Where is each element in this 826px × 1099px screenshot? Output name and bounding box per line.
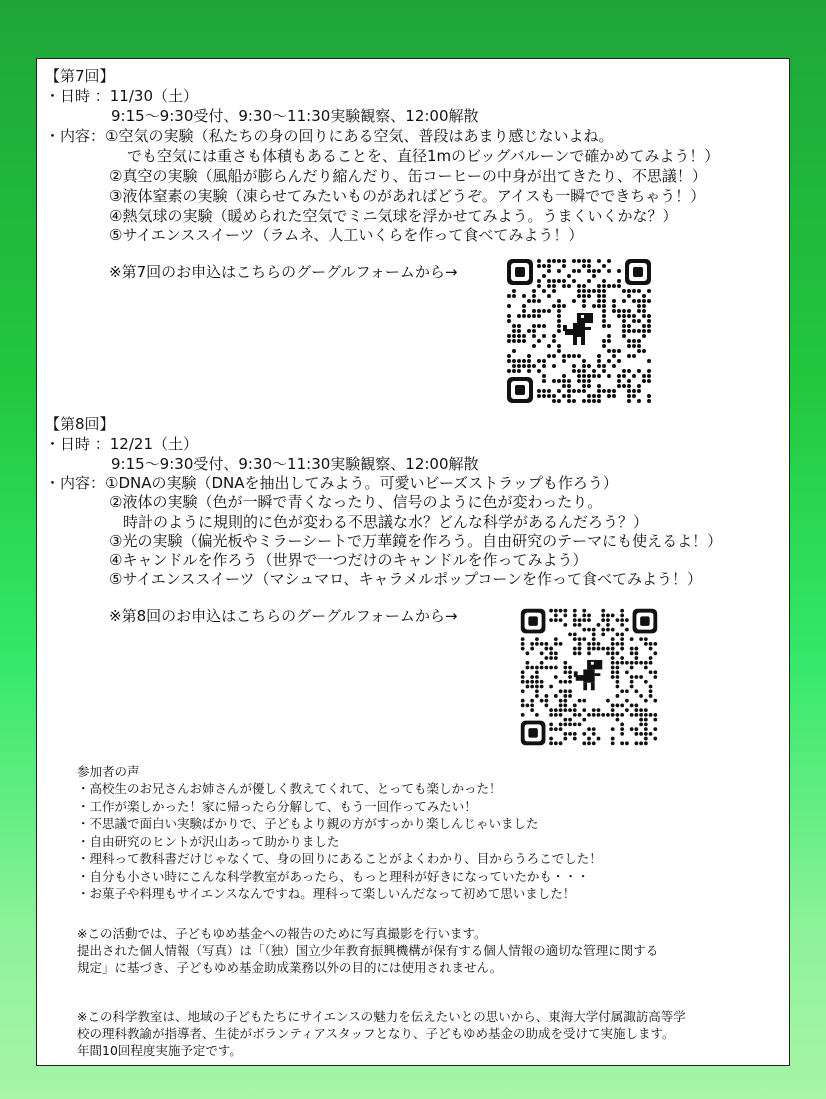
voice-item: ・自分も小さい時にこんな科学教室があったら、もっと理科が好きになっていたかも・・・ (77, 868, 590, 884)
session7-apply-text: ※第7回のお申込はこちらのグーグルフォームから→ (109, 263, 458, 281)
session7-content-1: ・内容：①空気の実験（私たちの身の回りにある空気、普段はあまり感じないよね。 (45, 127, 614, 145)
session7-content-4: ③液体窒素の実験（凍らせてみたいものがあればどうぞ。アイスも一瞬でできちゃう！） (109, 187, 706, 205)
voice-item: ・工作が楽しかった！家に帰ったら分解して、もう一回作ってみたい！ (77, 798, 477, 814)
voice-item: ・お菓子や料理もサイエンスなんですね。理科って楽しいんだなって初めて思いました！ (77, 886, 576, 901)
session8-content-3: 時計のように規則的に色が変わる不思議な水？どんな科学があるんだろう？） (123, 513, 649, 531)
voice-item: ・自由研究のヒントが沢山あって助かりました (77, 833, 340, 849)
session7-time: 9:15〜9:30受付、9:30〜11:30実験観察、12:00解散 (111, 107, 479, 125)
voice-item: ・不思議で面白い実験ばかりで、子どもより親の方がすっかり楽しんじゃいました (77, 816, 539, 831)
session7-content-2: でも空気には重さも体積もあることを、直径1mのビッグバルーンで確かめてみよう！） (127, 147, 720, 165)
session8-date: ・日時 ：12/21（土） (45, 435, 198, 453)
qr7-icon[interactable] (503, 255, 655, 407)
notice-line-1: ※この活動では、子どもゆめ基金への報告のために写真撮影を行います。 (77, 926, 487, 941)
voice-item: ・理科って教科書だけじゃなくて、身の回りにあることがよくわかり、目からうろこでした！ (77, 851, 602, 866)
voice-item: ・高校生のお兄さんお姉さんが優しく教えてくれて、とっても楽しかった！ (77, 781, 502, 796)
session8-content-4: ③光の実験（偏光板やミラーシートで万華鏡を作ろう。自由研究のテーマにも使えるよ！） (109, 532, 723, 550)
qr8-icon[interactable] (517, 605, 661, 749)
notice-line-2: 提出された個人情報（写真）は「（独）国立少年教育振興機構が保有する個人情報の適切な管理に関する (77, 943, 659, 958)
about-line-2: 校の理科教諭が指導者、生徒がボランティアスタッフとなり、子どもゆめ基金の助成を受けて実施します。 (77, 1026, 675, 1041)
about-line-1: ※この科学教室は、地域の子どもたちにサイエンスの魅力を伝えたいとの思いから、東海大学付属諏訪高等学 (77, 1009, 686, 1024)
session8-content-2: ②液体の実験（色が一瞬で青くなったり、信号のように色が変わったり。 (109, 493, 603, 511)
session7-content-3: ②真空の実験（風船が膨らんだり縮んだり、缶コーヒーの中身が出てきたり、不思議！） (109, 167, 707, 185)
session7-date: ・日時 ：11/30（土） (45, 87, 198, 105)
session8-content-6: ⑤サイエンススイーツ（マシュマロ、キャラメルポップコーンを作って食べてみよう！） (109, 570, 703, 588)
session8-heading: 【第8回】 (45, 415, 115, 433)
session8-content-1: ・内容：①DNAの実験（DNAを抽出してみよう。可愛いビーズストラップも作ろう） (45, 474, 618, 492)
about-line-3: 年間10回程度実施予定です。 (77, 1043, 242, 1058)
session7-content-6: ⑤サイエンススイーツ（ラムネ、人工いくらを作って食べてみよう！） (109, 226, 584, 244)
voices-title: 参加者の声 (77, 764, 140, 779)
session7-heading: 【第7回】 (45, 67, 115, 85)
notice-line-3: 規定」に基づき、子どもゆめ基金助成業務以外の目的には使用されません。 (77, 960, 503, 975)
session8-content-5: ④キャンドルを作ろう（世界で一つだけのキャンドルを作ってみよう） (109, 551, 588, 569)
session8-apply-text: ※第8回のお申込はこちらのグーグルフォームから→ (109, 607, 458, 625)
flyer-sheet (36, 58, 790, 1066)
session7-content-5: ④熱気球の実験（暖められた空気でミニ気球を浮かせてみよう。うまくいくかな？） (109, 207, 678, 225)
session8-time: 9:15〜9:30受付、9:30〜11:30実験観察、12:00解散 (111, 455, 479, 473)
